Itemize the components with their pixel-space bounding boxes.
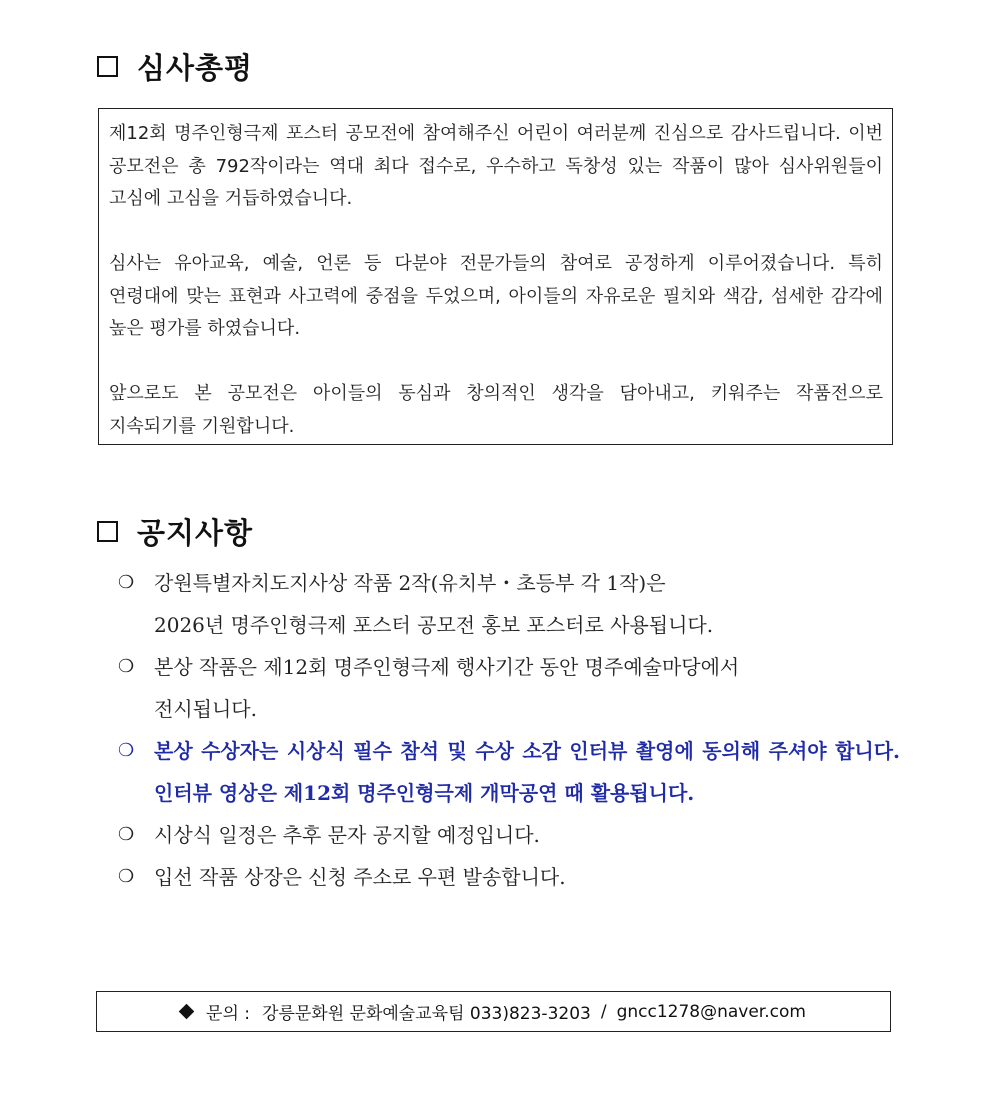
list-item [118,562,900,646]
contact-separator: / [600,1001,607,1022]
contact-org-phone: 강릉문화원 문화예술교육팀 033)823-3203 [262,1004,591,1024]
list-item [118,814,900,856]
review-paragraph: 제12회 명주인형극제 포스터 공모전에 참여해주신 어린이 여러분께 진심으로 감사드립니다. 이번 공모전은 총 792작이라는 역대 최다 접수로, 우수하고 독창성 있는 작품이 많아 심사위원들이 고심에 고심을 거듭하였습니다. [109,123,883,209]
review-section-heading [97,46,253,87]
review-summary-box [98,108,893,445]
notice-section-heading [97,511,253,552]
contact-info-box [96,991,891,1032]
circle-bullet-icon: ❍ [118,740,135,761]
circle-bullet-icon: ❍ [118,866,135,887]
notice-item-text: 시상식 일정은 추후 문자 공지할 예정입니다. [154,823,540,847]
notice-item-text: 강원특별자치도지사상 작품 2작(유치부・초등부 각 1작)은 2026년 명주인형극제 포스터 공모전 홍보 포스터로 사용됩니다. [154,571,714,637]
diamond-icon [179,1004,195,1020]
contact-email: gncc1278@naver.com [616,1001,806,1022]
list-item [118,646,900,730]
circle-bullet-icon: ❍ [118,824,135,845]
notice-heading-text: 공지사항 [137,516,254,550]
review-paragraph: 심사는 유아교육, 예술, 언론 등 다분야 전문가들의 참여로 공정하게 이루어졌습니다. 특히 연령대에 맞는 표현과 사고력에 중점을 두었으며, 아이들의 자유로운 필치와 색감, 섬세한 감각에 높은 평가를 하였습니다. [109,253,883,339]
list-item-emphasis [118,730,900,814]
notice-item-text: 본상 수상자는 시상식 필수 참석 및 수상 소감 인터뷰 촬영에 동의해 주셔야 합니다. 인터뷰 영상은 제12회 명주인형극제 개막공연 때 활용됩니다. [154,739,900,805]
notice-item-text: 입선 작품 상장은 신청 주소로 우편 발송합니다. [154,865,566,889]
square-checkbox-icon [97,521,118,542]
notice-item-text: 본상 작품은 제12회 명주인형극제 행사기간 동안 명주예술마당에서 전시됩니다. [154,655,740,721]
review-heading-text: 심사총평 [137,51,254,85]
contact-label: 문의 : [206,1004,251,1024]
list-item [118,856,900,898]
circle-bullet-icon: ❍ [118,572,135,593]
circle-bullet-icon: ❍ [118,656,135,677]
review-paragraph: 앞으로도 본 공모전은 아이들의 동심과 창의적인 생각을 담아내고, 키워주는 작품전으로 지속되기를 기원합니다. [109,383,883,437]
square-checkbox-icon [97,56,118,77]
notice-list [118,562,900,898]
